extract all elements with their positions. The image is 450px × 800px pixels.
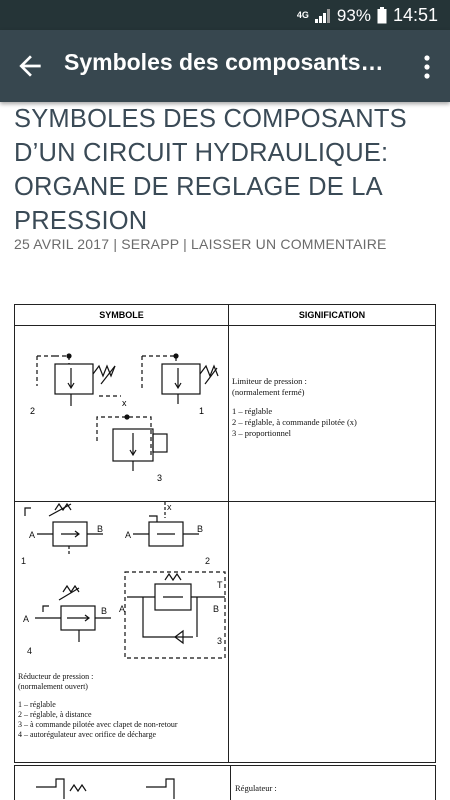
- label-1: 1: [199, 406, 205, 416]
- symbols-table: [14, 304, 436, 763]
- post-date[interactable]: 25 AVRIL 2017: [14, 236, 110, 252]
- label-a: A: [125, 530, 132, 540]
- network-type: 4G: [296, 10, 309, 20]
- symbol-cell-regulator: [15, 766, 231, 800]
- label-a: A: [29, 530, 36, 540]
- symbol-cell-reducer: [15, 502, 229, 763]
- comment-link[interactable]: LAISSER UN COMMENTAIRE: [191, 236, 387, 252]
- label-b: B: [213, 604, 220, 614]
- symbols-table-2: [14, 765, 436, 800]
- meaning-line: 3 – proportionnel: [232, 428, 292, 438]
- label-a: A: [23, 614, 30, 624]
- label-3: 3: [157, 473, 163, 483]
- regulator-label: Régulateur :: [235, 783, 277, 793]
- label-b: B: [197, 524, 204, 534]
- battery-icon: [377, 7, 387, 24]
- label-x: x: [122, 398, 127, 408]
- meaning-line: 1 – réglable: [232, 406, 273, 416]
- meaning-cell-reducer: [229, 502, 436, 763]
- clock: 14:51: [392, 5, 438, 25]
- reducer-desc: 1 – réglable: [18, 700, 56, 709]
- symbol-cell-relief: [15, 326, 229, 502]
- reducer-desc: 3 – à commande pilotée avec clapet de non-retour: [18, 720, 178, 729]
- article-content: [0, 102, 450, 800]
- meaning-line: (normalement fermé): [232, 387, 305, 397]
- label-3: 3: [217, 636, 223, 646]
- label-b: B: [101, 606, 108, 616]
- label-t: T: [217, 580, 223, 590]
- app-bar-title: Symboles des composants…: [64, 49, 384, 75]
- label-x: x: [167, 502, 172, 512]
- reducer-desc: 4 – autorégulateur avec orifice de décharge: [18, 730, 156, 739]
- label-a: A: [119, 604, 126, 614]
- post-author[interactable]: SERAPP: [121, 236, 180, 252]
- battery-percent: 93%: [336, 5, 371, 25]
- meaning-cell-regulator: [231, 766, 436, 800]
- pressure-relief-valve-diagram: [15, 326, 228, 496]
- overflow-menu-icon[interactable]: [422, 54, 432, 80]
- label-4: 4: [27, 646, 33, 656]
- label-2: 2: [30, 406, 36, 416]
- label-1: 1: [21, 556, 27, 566]
- regulator-diagram: [16, 767, 229, 800]
- header-symbol: SYMBOLE: [15, 305, 229, 326]
- header-meaning: SIGNIFICATION: [229, 305, 436, 326]
- meaning-line: 2 – réglable, à commande pilotée (x): [232, 417, 357, 427]
- status-bar: [0, 0, 450, 30]
- app-bar: [0, 30, 450, 102]
- signal-icon: [315, 9, 331, 23]
- reducer-desc: Réducteur de pression :: [18, 672, 94, 681]
- reducer-desc: (normalement ouvert): [18, 682, 88, 691]
- meaning-cell-relief: [229, 326, 436, 502]
- meaning-line: Limiteur de pression :: [232, 376, 307, 386]
- article-title: SYMBOLES DES COMPOSANTS D’UN CIRCUIT HYDRAULIQUE: ORGANE DE REGLAGE DE LA PRESSION: [14, 105, 407, 235]
- back-arrow-icon[interactable]: [14, 50, 46, 82]
- pressure-reducer-diagram: [15, 502, 228, 667]
- label-2: 2: [205, 556, 211, 566]
- label-b: B: [97, 524, 104, 534]
- article-meta: 25 AVRIL 2017 | SERAPP | LAISSER UN COMMENTAIRE: [14, 236, 387, 252]
- reducer-desc: 2 – réglable, à distance: [18, 710, 92, 719]
